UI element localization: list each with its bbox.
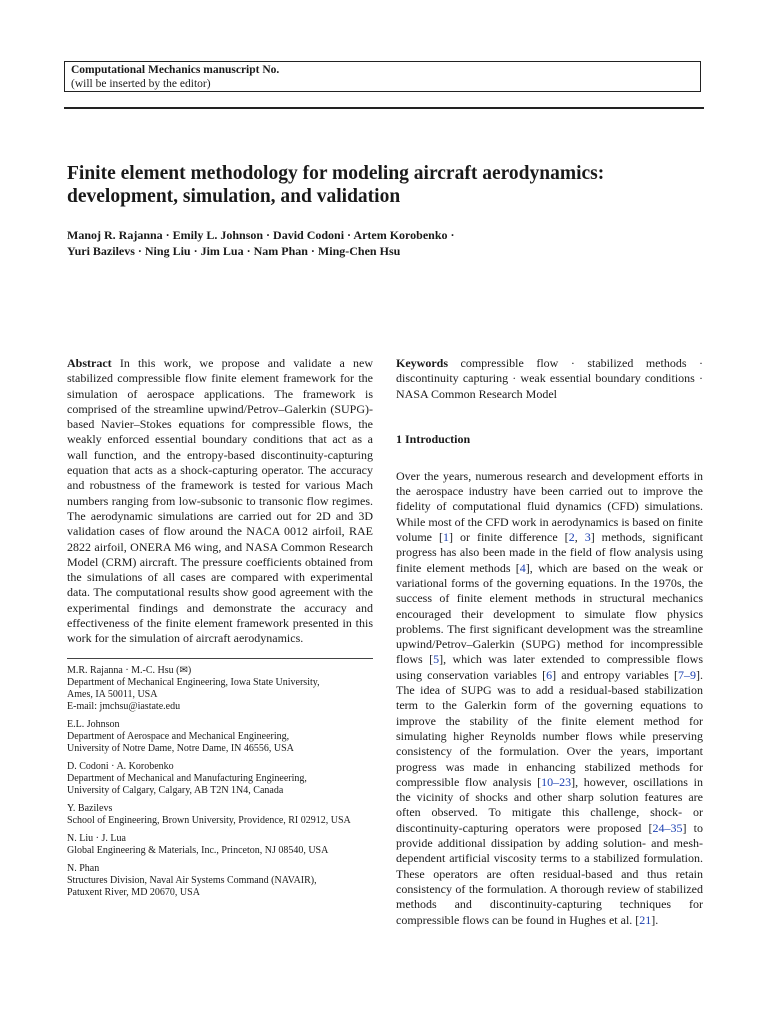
affiliation-line: Department of Mechanical and Manufacturing Engineering,: [67, 772, 307, 784]
author-line-2: Yuri Bazilevs · Ning Liu · Jim Lua · Nam Phan · Ming-Chen Hsu: [67, 243, 401, 258]
introduction-text: ]. The idea of SUPG was to add a residual-based stabilization term to the Galerkin form of the governing equations to improve the stability of the finite element method for simulating higher Reynolds number flows while preserving consistency of the formulation. Over the years, important progress was made in enhancing stabilized methods for compressible flow analysis [: [396, 667, 703, 789]
affiliation-names: E.L. Johnson: [67, 718, 120, 730]
affiliation-block: [67, 761, 373, 797]
affiliation-names: D. Codoni · A. Korobenko: [67, 760, 174, 772]
affiliation-rule: [67, 658, 373, 659]
introduction-text: ,: [574, 530, 585, 545]
introduction-text: ], which are based on the weak or variational forms of the governing equations. In the 1970s, the success of finite element methods in structural mechanics encouraged their development to simulate flow physics problems. The first significant development was the streamline upwind/Petrov–Galerkin (SUPG) method for incompressible flows [: [396, 560, 703, 667]
affiliation-block: [67, 719, 373, 755]
affiliation-line: School of Engineering, Brown University, Providence, RI 02912, USA: [67, 814, 351, 826]
affiliation-line: Department of Aerospace and Mechanical Engineering,: [67, 730, 290, 742]
citation-link[interactable]: 7–9: [678, 667, 696, 682]
keywords: [396, 356, 703, 402]
affiliation-names: N. Liu · J. Lua: [67, 832, 126, 844]
affiliation-names: N. Phan: [67, 862, 100, 874]
editor-note-line: (will be inserted by the editor): [71, 77, 211, 90]
abstract-label: Abstract: [67, 356, 112, 370]
affiliation-line: Structures Division, Naval Air Systems Command (NAVAIR),: [67, 874, 317, 886]
citation-link[interactable]: 1: [442, 530, 449, 545]
section-heading-introduction: 1 Introduction: [396, 431, 471, 446]
citation-link[interactable]: 5: [433, 652, 440, 667]
affiliation-block: [67, 803, 373, 827]
introduction-text: ], however, oscillations in the vicinity of shocks and other sharp solution features are often observed. To mitigate this challenge, shock- or discontinuity-capturing operators were proposed [: [396, 774, 704, 835]
affiliation-names: Y. Bazilevs: [67, 802, 113, 814]
citation-link[interactable]: 10–23: [541, 774, 572, 789]
introduction-text: ] to provide additional dissipation by adding solution- and mesh-dependent artificial viscosity terms to a stabilized formulation. These operators are often residual-based and thus retain consistency of the formulation. A thorough review of stabilized methods and discontinuity-capturing techniques for compressible flows can be found in Hughes et al. [: [396, 820, 703, 927]
introduction-text: ], which was later extended to compressible flows using conservation variables [: [396, 652, 703, 682]
affiliation-line: E-mail: jmchsu@iastate.edu: [67, 700, 181, 712]
affiliation-line: University of Calgary, Calgary, AB T2N 1N4, Canada: [67, 784, 284, 796]
citation-link[interactable]: 3: [584, 530, 591, 545]
citation-link[interactable]: 2: [568, 530, 575, 545]
affiliation-block: [67, 863, 373, 899]
header-rule: [64, 107, 704, 109]
introduction-text: Over the years, numerous research and development efforts in the aerospace industry have been carried out to improve the fidelity of computational fluid dynamics (CFD) simulations. While most of the CFD work in aerodynamics is based on finite volume [: [396, 468, 703, 545]
keywords-text: compressible flow · stabilized methods · discontinuity capturing · weak essential boundary conditions · NASA Common Research Model: [396, 356, 704, 401]
affiliation-line: University of Notre Dame, Notre Dame, IN 46556, USA: [67, 742, 294, 754]
citation-link[interactable]: 24–35: [652, 820, 683, 835]
citation-link[interactable]: 4: [519, 560, 526, 575]
abstract-text: In this work, we propose and validate a new stabilized compressible flow finite element framework for the simulation of aerospace applications. The framework is comprised of the streamline upwind/Petrov–Galerkin (SUPG)-based Navier–Stokes equations for compressible flows, the weakly enforced essential boundary conditions that act as a wall function, and the entropy-based discontinuity-capturing equation that acts as a shock-capturing operator. The accuracy and robustness of the framework is tested for various Mach numbers ranging from low-subsonic to transonic flow regimes. The aerodynamic simulations are carried out for 2D and 3D validation cases of flow around the NACA 0012 airfoil, RAE 2822 airfoil, ONERA M6 wing, and NASA Common Research Model (CRM) aircraft. The pressure coefficients obtained from the simulations of all cases are compared with experimental data. The computational results show good agreement with the experimental findings and demonstrate the accuracy and effectiveness of the finite element framework presented in this work for the simulation of aircraft aerodynamics.: [67, 356, 374, 646]
introduction-text: ].: [651, 912, 659, 927]
affiliation-names: M.R. Rajanna · M.-C. Hsu (✉): [67, 664, 192, 676]
manuscript-number-line: Computational Mechanics manuscript No.: [71, 64, 280, 76]
manuscript-header-box: [64, 61, 701, 92]
keywords-label: Keywords: [396, 356, 448, 370]
abstract: [67, 356, 373, 647]
affiliation-line: Department of Mechanical Engineering, Iowa State University,: [67, 676, 320, 688]
affiliation-line: Global Engineering & Materials, Inc., Princeton, NJ 08540, USA: [67, 844, 329, 856]
right-column: [396, 356, 703, 928]
left-column: [67, 356, 373, 905]
affiliation-list: [67, 665, 373, 899]
paper-title: Finite element methodology for modeling aircraft aerodynamics: development, simulation, and validation: [67, 163, 605, 207]
author-list: [67, 228, 707, 259]
author-line-1: Manoj R. Rajanna · Emily L. Johnson · David Codoni · Artem Korobenko ·: [67, 228, 455, 242]
introduction-text: ] methods, significant progress has also been made in the field of flow analysis using finite element methods [: [396, 530, 703, 575]
introduction-text: ] or finite difference [: [448, 530, 569, 545]
citation-link[interactable]: 21: [639, 912, 652, 927]
affiliation-block: [67, 665, 373, 713]
citation-link[interactable]: 6: [546, 667, 553, 682]
affiliation-block: [67, 833, 373, 857]
introduction-body: [396, 469, 703, 928]
introduction-text: ] and entropy variables [: [552, 667, 678, 682]
affiliation-line: Patuxent River, MD 20670, USA: [67, 886, 200, 898]
affiliation-line: Ames, IA 50011, USA: [67, 688, 158, 700]
